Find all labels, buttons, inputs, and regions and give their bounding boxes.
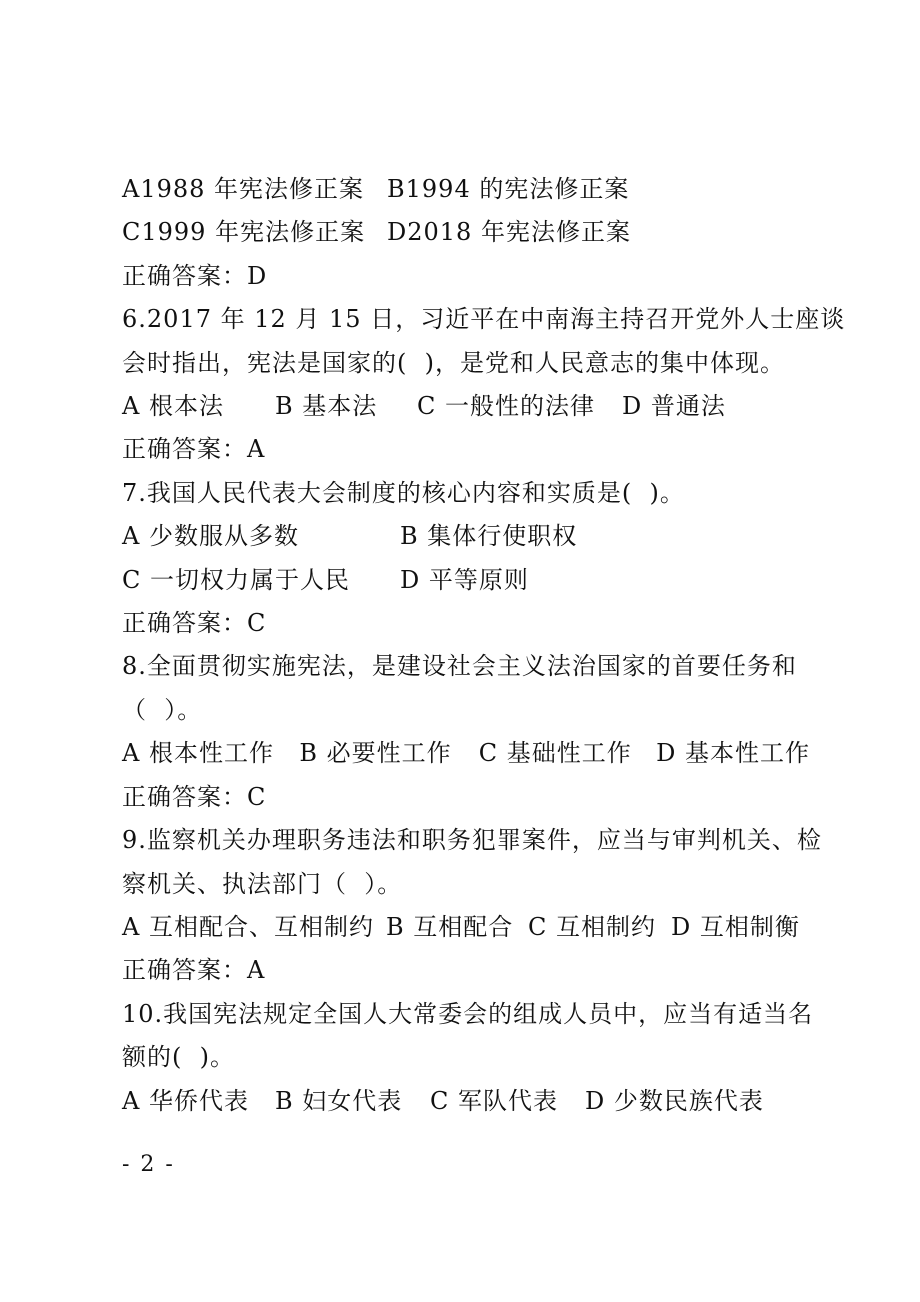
q8-answer: 正确答案：C [122,782,267,811]
q5-option-d: D2018 年宪法修正案 [387,218,631,247]
q8-option-c: C 基础性工作 [478,739,632,768]
q7-options-row2 [122,559,810,602]
q7-option-b: B 集体行使职权 [400,522,578,551]
q9-option-b: B 互相配合 [386,912,514,941]
q8-option-d: D 基本性工作 [656,739,810,768]
q8-stem-line2: （ ）。 [122,695,203,724]
q7-option-a: A 少数服从多数 [122,522,299,551]
q6-options [122,385,810,428]
q5-options-row1 [122,168,810,211]
q6-stem-line2: 会时指出，宪法是国家的( )，是党和人民意志的集中体现。 [122,348,785,377]
q6-option-a: A 根本法 [122,392,224,421]
q5-option-b: B1994 的宪法修正案 [387,175,630,203]
q7-answer: 正确答案：C [122,609,267,638]
q10-option-d: D 少数民族代表 [585,1086,764,1115]
q9-answer: 正确答案：A [122,956,266,985]
page-number: - 2 - [122,1152,175,1177]
q9-option-d: D 互相制衡 [671,912,800,941]
q10-option-b: B 妇女代表 [275,1086,403,1115]
q8-stem-line1: 8.全面贯彻实施宪法，是建设社会主义法治国家的首要任务和 [122,652,797,681]
q7-option-c: C 一切权力属于人民 [122,565,350,594]
q6-stem-line1: 6.2017 年 12 月 15 日，习近平在中南海主持召开党外人士座谈 [122,305,846,334]
q7-option-d: D 平等原则 [400,565,529,594]
q7-options-row1 [122,515,810,558]
q6-option-d: D 普通法 [622,392,726,421]
q8-option-b: B 必要性工作 [299,739,452,768]
q9-option-c: C 互相制约 [528,912,656,941]
q10-option-a: A 华侨代表 [122,1086,249,1115]
q7-stem: 7.我国人民代表大会制度的核心内容和实质是( )。 [122,478,685,507]
q6-option-c: C 一般性的法律 [417,392,595,421]
q5-options-row2 [122,211,810,254]
q5-option-a: A1988 年宪法修正案 [122,175,365,203]
q10-option-c: C 军队代表 [430,1086,558,1115]
q10-stem-line1: 10.我国宪法规定全国人大常委会的组成人员中，应当有适当名 [122,999,814,1028]
q8-options [122,732,810,775]
q9-options [122,906,810,949]
q9-option-a: A 互相配合、互相制约 [122,912,374,941]
q10-stem-line2: 额的( )。 [122,1043,235,1072]
q9-stem-line2: 察机关、执法部门（ ）。 [122,869,403,898]
q8-option-a: A 根本性工作 [122,739,274,768]
q6-answer: 正确答案：A [122,435,266,464]
q5-answer: 正确答案：D [122,261,268,290]
q10-options [122,1080,810,1123]
q6-option-b: B 基本法 [275,392,378,421]
q5-option-c: C1999 年宪法修正案 [122,218,366,247]
q9-stem-line1: 9.监察机关办理职务违法和职务犯罪案件，应当与审判机关、检 [122,826,822,855]
